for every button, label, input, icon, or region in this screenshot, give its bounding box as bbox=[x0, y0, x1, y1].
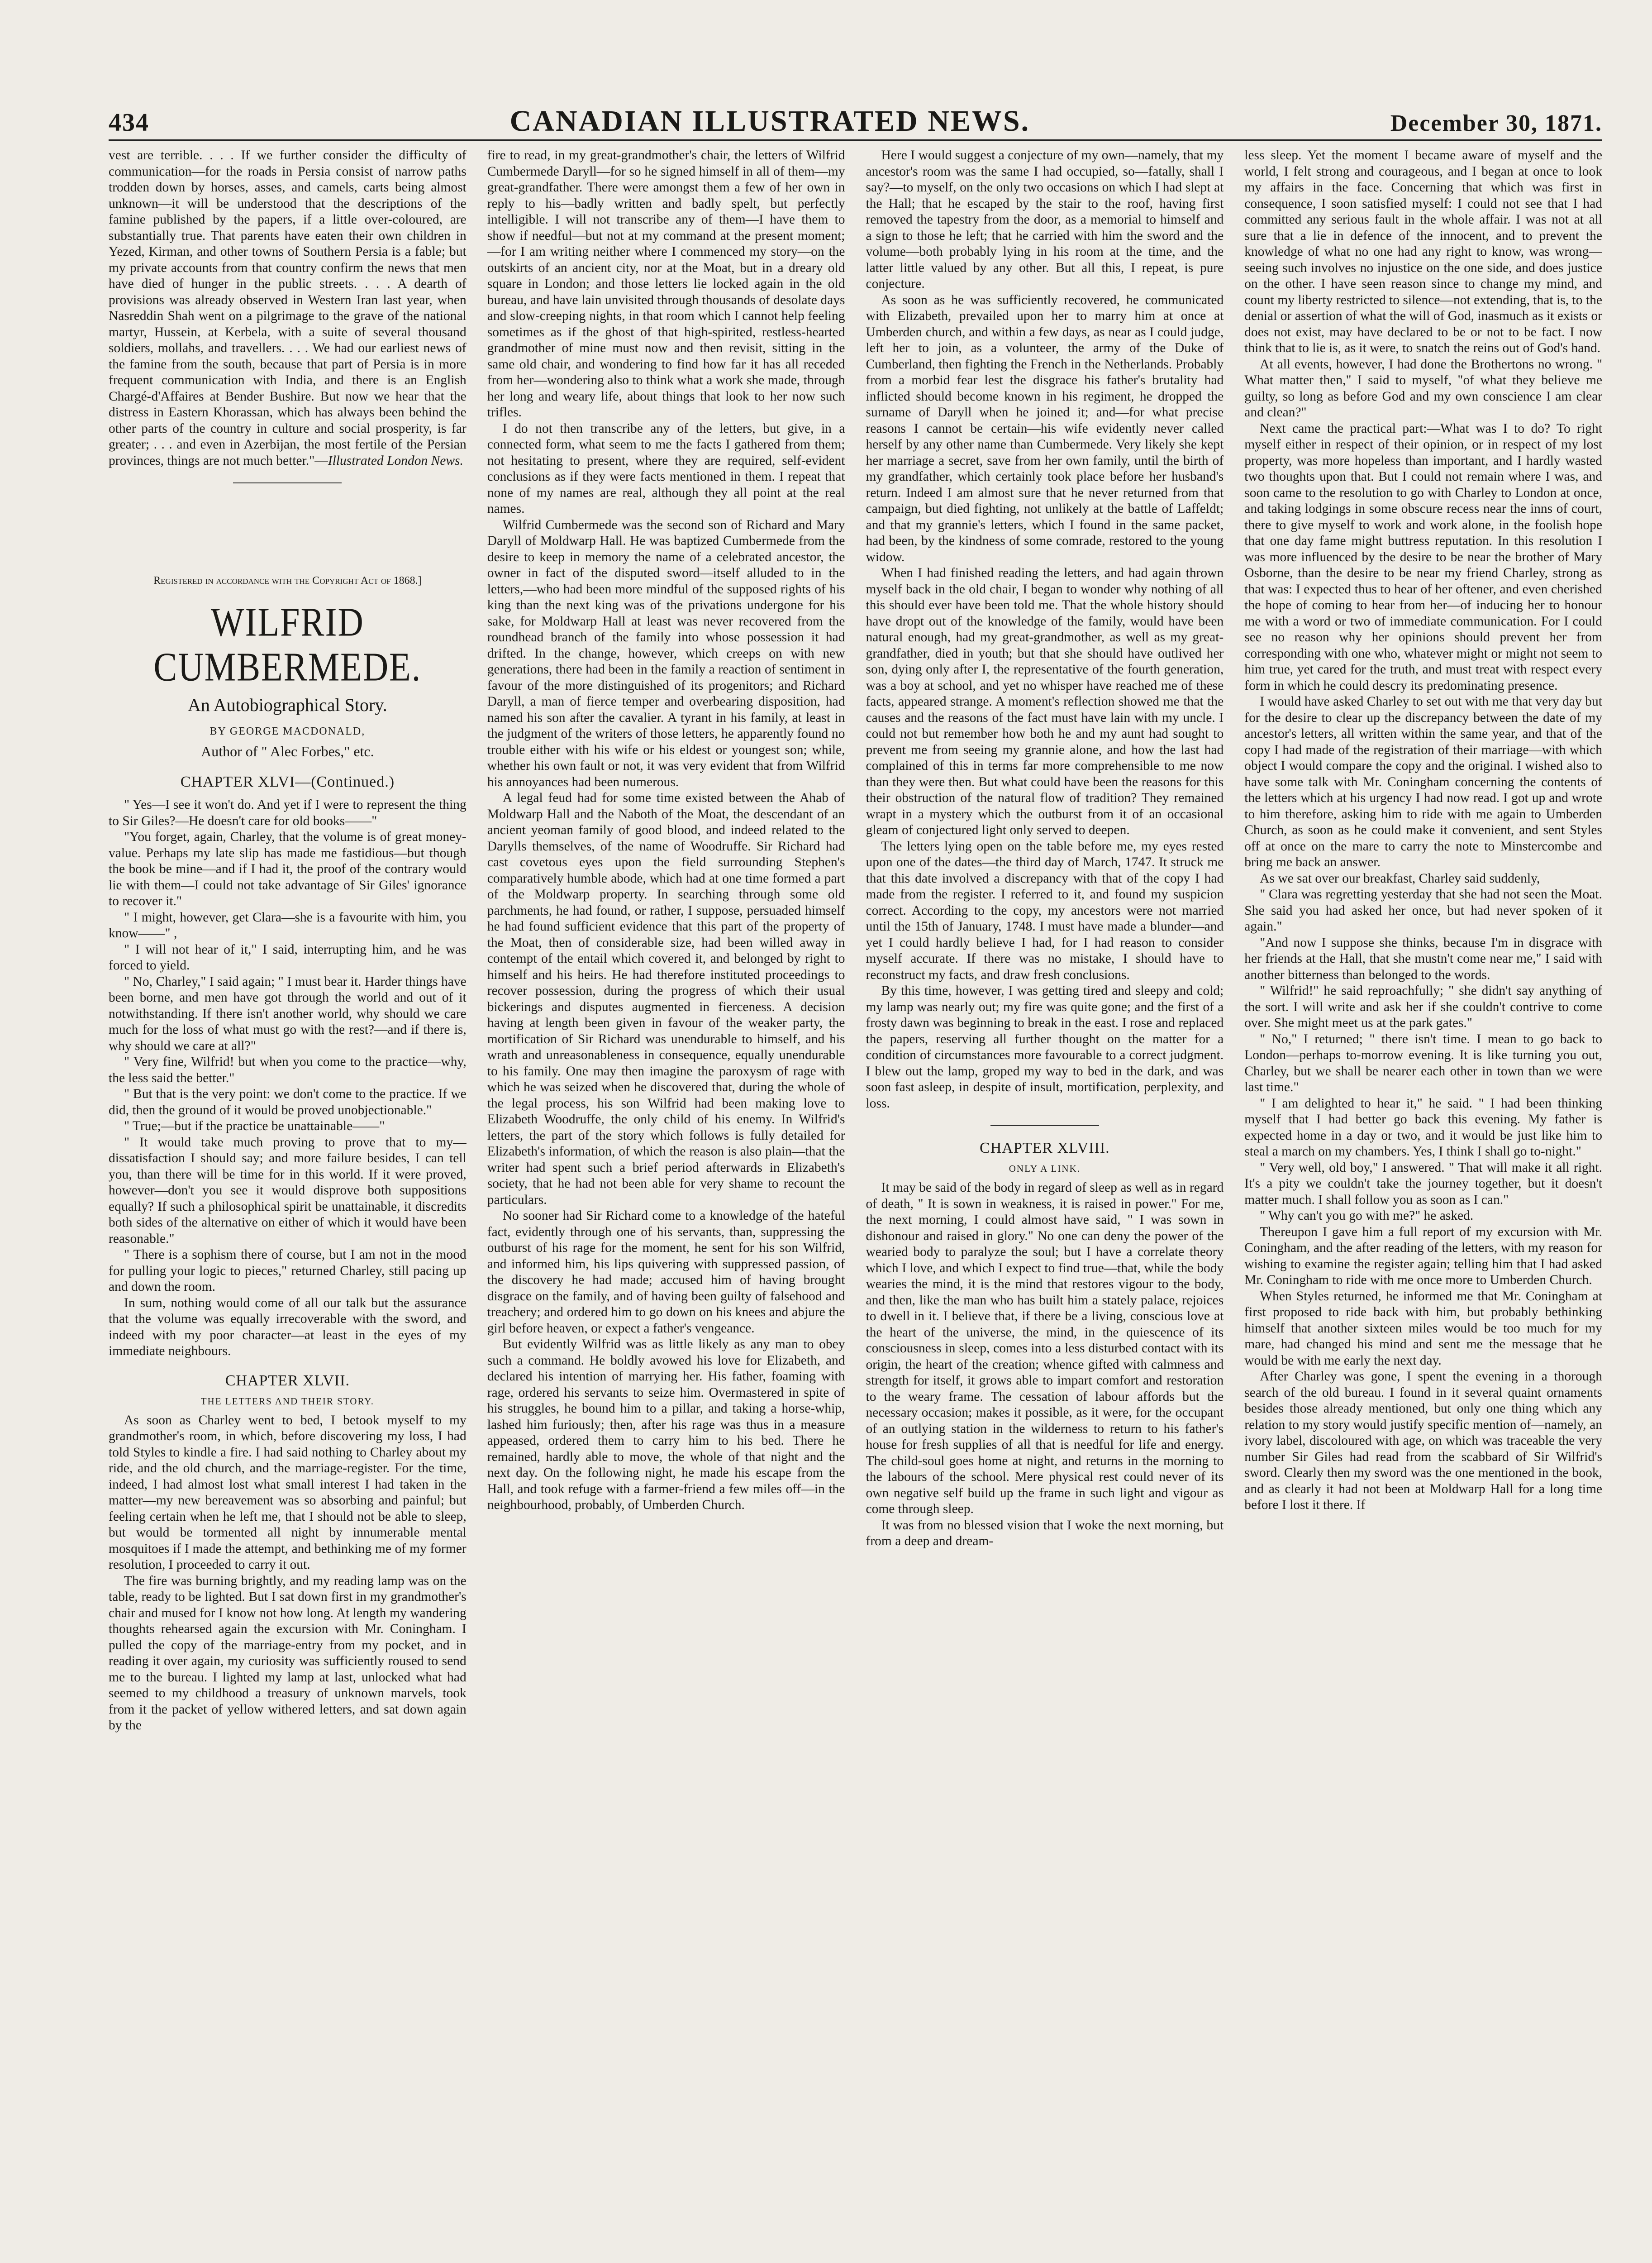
paragraph: " Wilfrid!" he said reproachfully; " she didn't say anything of the sort. I will write and ask her if she couldn't contrive to come over. She might meet us at the park gates." bbox=[1244, 983, 1602, 1030]
chapter-heading: CHAPTER XLVII. bbox=[225, 1372, 350, 1389]
excerpt-text: vest are terrible. . . . If we further consider the difficulty of communication—for the roads in Persia consist of narrow paths trodden down by horses, asses, and camels, carts being almost unknown—it will be understood that the descriptions of the famine published by the papers, if a little over-coloured, are substantially true. That parents have eaten their own children in Yezed, Kirman, and other towns of Southern Persia is a fable; but my private accounts from that country confirm the news that men have died of hunger in the public streets. . . . A dearth of provisions was already observed in Western Iran last year, when Nasreddin Shah went on a pilgrimage to the grave of the national martyr, Hussein, at Kerbela, with a suite of several thousand soldiers, mollahs, and travellers. . . . We had our earliest news of the famine from the south, because that part of Persia is in more frequent communication with India, and there is an English Chargé-d'Affaires at Bender Bushire. But now we hear that the distress in Eastern Khorassan, which has always been behind the other parts of the country in culture and social prosperity, is far greater; . . . and even in Azerbijan, the most fertile of the Persian provinces, things are not much better."— bbox=[109, 148, 467, 468]
paragraph: " No," I returned; " there isn't time. I mean to go back to London—perhaps to-morrow evening. It is like turning you out, Charley, but we shall be nearer each other in town than we were last time." bbox=[1244, 1031, 1602, 1094]
paragraph: " But that is the very point: we don't come to the practice. If we did, then the ground of it would be proved unobjectionable." bbox=[109, 1087, 467, 1117]
column-1 bbox=[109, 148, 467, 2263]
paragraph: I do not then transcribe any of the letters, but give, in a connected form, what seem to me the facts I gathered from them; not hesitating to present, where they are required, self-evident conclusions as if they were facts mentioned in them. I repeat that none of my names are real, although they all point at the real names. bbox=[487, 421, 845, 516]
chapter-46-body bbox=[109, 797, 467, 1360]
article-columns bbox=[109, 148, 1602, 2263]
paragraph: "And now I suppose she thinks, because I'm in disgrace with her friends at the Hall, that she mustn't come near me," I said with another bitterness than belonged to the words. bbox=[1244, 935, 1602, 982]
paragraph: Next came the practical part:—What was I to do? To right myself either in respect of their opinion, or in respect of my lost property, was more hopeless than important, and I hardly wasted two thoughts upon that. But I could not remain where I was, and soon came to the resolution to go with Charley to London at once, and taking lodgings in some obscure recess near the inns of court, there to give myself to work and work alone, in the foolish hope that one day fame might buttress reputation. In this resolution I was more influenced by the desire to be near the brother of Mary Osborne, than the desire to be near my friend Charley, strong as that was: I expected thus to hear of her oftener, and even cherished the hope of coming to hear from her—of inducing her to honour me with a word or two of immediate communication. For I could see no reason why her opinions should prevent her from corresponding with one who, whatever might or might not seem to him true, yet cared for the truth, and must treat with respect every form in which he could descry its predominating presence. bbox=[1244, 421, 1602, 693]
chapter-title: ONLY A LINK. bbox=[1009, 1163, 1081, 1174]
masthead bbox=[109, 104, 1602, 136]
story-title: WILFRID CUMBERMEDE. bbox=[153, 599, 422, 689]
paragraph: fire to read, in my great-grandmother's chair, the letters of Wilfrid Cumbermede Daryll—for so he signed himself in all of them—my great-grandfather. There were amongst them a few of her own in reply to his—badly written and badly spelt, but perfectly intelligible. I will not transcribe any of them—I have them to show if needful—but not at my command at the present moment;—for I am writing neither where I commenced my story—on the outskirts of an ancient city, nor at the Moat, but in a dreary old square in London; and those letters lie locked again in the old bureau, and have lain unvisited through thousands of desolate days and slow-creeping nights, in that room which I cannot help feeling sometimes as if the ghost of that high-spirited, restless-hearted grandmother of mine must now and then revisit, sitting in the same old chair, and wondering to find how far it has all receded from her—wondering also to think what a work she made, through her long and weary life, about things that look to her now such trifles. bbox=[487, 148, 845, 420]
story-subtitle: An Autobiographical Story. bbox=[188, 695, 387, 715]
paragraph: " Very well, old boy," I answered. " That will make it all right. It's a pity we couldn't take the journey together, but it doesn't matter much. I shall follow you as soon as I can." bbox=[1244, 1160, 1602, 1207]
paragraph: Here I would suggest a conjecture of my own—namely, that my ancestor's room was the same I had occupied, so—fatally, shall I say?—to myself, on the only two occasions on which I had slept at the Hall; that he escaped by the stair to the roof, having first removed the tapestry from the door, as a memorial to himself and a sign to those he left; that he carried with him the sword and the volume—both probably lying in his room at the time, and the latter little valued by any other. But all this, I repeat, is pure conjecture. bbox=[866, 148, 1224, 291]
paragraph: A legal feud had for some time existed between the Ahab of Moldwarp Hall and the Naboth of the Moat, the descendant of an ancient yeoman family of good blood, and indeed related to the Darylls themselves, of the name of Woodruffe. Sir Richard had cast covetous eyes upon the field surrounding Stephen's comparatively humble abode, which had at one time formed a part of the Moldwarp property. In searching through some old parchments, he had found, or rather, I suppose, persuaded himself he had found sufficient evidence that this part of the property of the Moat, then of considerable size, had been willed away in contempt of the entail which covered it, and belonged by right to himself and his heirs. He had therefore instituted proceedings to recover possession, during the progress of which their usual bickerings and disputes augmented in fierceness. A decision having at length been given in favour of the weaker party, the mortification of Sir Richard was unendurable to himself, and his wrath and unreasonableness in consequence, equally unendurable to his family. One may then imagine the paroxysm of rage with which he was seized when he discovered that, during the whole of the legal process, his son Wilfrid had been making love to Elizabeth Woodruffe, the only child of his enemy. In Wilfrid's letters, the part of the story which follows is fully detailed for Elizabeth's information, of which the reason is also plain—that the writer had spent such a brief period afterwards in Elizabeth's society, that he had not been able for very shame to recount the particulars. bbox=[487, 791, 845, 1207]
copyright-notice: Registered in accordance with the Copyright Act of 1868.] bbox=[153, 575, 422, 587]
paragraph: " True;—but if the practice be unattainable——" bbox=[124, 1119, 385, 1133]
paragraph: Wilfrid Cumbermede was the second son of Richard and Mary Daryll of Moldwarp Hall. He was baptized Cumbermede from the desire to keep in memory the name of a celebrated ancestor, the owner in fact of the disputed sword—itself alluded to in the letters,—who had been more mindful of the supposed rights of his king than the next king was of the privations undergone for his sake, for Moldwarp Hall at least was never recovered from the roundhead branch of the family into whose possession it had drifted. In the change, however, which creeps on with new generations, there had been in the family a reaction of sentiment in favour of the more distinguished of its progenitors; and Richard Daryll, a man of fierce temper and overbearing disposition, had named his son after the cavalier. A tyrant in his family, at least in the judgment of the writers of those letters, he apparently found no trouble either with his wife or his eldest or youngest son; while, whether his own fault or not, it was very evident that from Wilfrid his annoyances had been numerous. bbox=[487, 517, 845, 789]
header-rule bbox=[109, 139, 1602, 141]
paragraph: "You forget, again, Charley, that the volume is of great money-value. Perhaps my late slip has made me fastidious—but though the book be mine—and if I had it, the proof of the contrary would lie with them—I could not take advantage of Sir Giles' ignorance to recover it." bbox=[109, 830, 467, 908]
paragraph: After Charley was gone, I spent the evening in a thorough search of the old bureau. I found in it several quaint ornaments besides those already mentioned, but only one thing which any relation to my story would justify specific mention of—namely, an ivory label, discoloured with age, on which was traceable the very number Sir Giles had read from the scabbard of Sir Wilfrid's sword. Clearly then my sword was the one mentioned in the book, and as clearly it had not been at Moldwarp Hall for a long time before I lost it there. If bbox=[1244, 1369, 1602, 1512]
paragraph: I would have asked Charley to set out with me that very day but for the desire to clear up the discrepancy between the date of my ancestor's letters, all written within the same year, and that of the copy I had made of the registration of their marriage—with which object I would compare the copy and the original. I wished also to have some talk with Mr. Coningham concerning the contents of the letters which at his urgency I had now read. I got up and wrote to him therefore, asking him to ride with me again to Umberden Church, as soon as he could make it convenient, and sent Styles off at once on the mare to carry the note to Minstercombe and bring me back an answer. bbox=[1244, 694, 1602, 869]
paragraph: When I had finished reading the letters, and had again thrown myself back in the old chair, I began to wonder why nothing of all this should ever have been told me. That the whole history should have dropt out of the knowledge of the family, would have been natural enough, had my great-grandmother, as well as my great-grandfather, died in youth; but that she should have outlived her son, dying only after I, the representative of the fourth generation, was a boy at school, and yet no whisper have reached me of these facts, appeared strange. A moment's reflection showed me that the causes and the reasons of the fact must have lain with my uncle. I could not but remember how both he and my aunt had sought to prevent me from seeing my grannie alone, and how the last had complained of this in terms far more comprehensible to me now than they were then. But what could have been the reasons for this their obstruction of the natural flow of tradition? They remained wrapt in a mystery which the outburst from it of an occasional gleam of conjectured light only served to deepen. bbox=[866, 566, 1224, 837]
paragraph: But evidently Wilfrid was as little likely as any man to obey such a command. He boldly avowed his love for Elizabeth, and declared his intention of marrying her. His father, foaming with rage, ordered his servants to seize him. Overmastered in spite of his struggles, he bound him to a pillar, and taking a horse-whip, lashed him furiously; then, after his rage was thus in a measure appeased, ordered them to carry him to his bed. There he remained, hardly able to move, the whole of that night and the next day. On the following night, he made his escape from the Hall, and took refuge with a farmer-friend a few miles off—in the neighbourhood, probably, of Umberden Church. bbox=[487, 1337, 845, 1512]
paragraph: It was from no blessed vision that I woke the next morning, but from a deep and dream- bbox=[866, 1518, 1224, 1548]
paragraph: " No, Charley," I said again; " I must bear it. Harder things have been borne, and men have got through the world and out of it notwithstanding. If there isn't another world, why should we care much for the loss of what must go with the rest?—and if there is, why should we care at all?" bbox=[109, 974, 467, 1053]
paragraph: " Why can't you go with me?" he asked. bbox=[1260, 1208, 1474, 1223]
paragraph: " I will not hear of it," I said, interrupting him, and he was forced to yield. bbox=[109, 942, 467, 973]
paragraph: " It would take much proving to prove that to my—dissatisfaction I should say; and more failure besides, I can tell you, than there will be time for in this world. If it were proved, however—don't you see it would disprove both suppositions equally? If such a philosophical spirit be unattainable, it discredits both sides of the alternative on either of which it would have been reasonable." bbox=[109, 1135, 467, 1246]
column-2 bbox=[487, 148, 845, 2263]
page-number: 434 bbox=[109, 109, 149, 137]
paragraph: The fire was burning brightly, and my reading lamp was on the table, ready to be lighted. But I sat down first in my grandmother's chair and mused for I know not how long. At length my wandering thoughts rehearsed again the excursion with Mr. Coningham. I pulled the copy of the marriage-entry from my pocket, and in reading it over again, my curiosity was sufficiently roused to send me to the bureau. I lighted my lamp at last, unlocked what had seemed to my childhood a treasury of unknown marvels, took from it the packet of yellow withered letters, and sat down again by the bbox=[109, 1573, 467, 1733]
paragraph: " I am delighted to hear it," he said. " I had been thinking myself that I had better go back this evening. My father is expected home in a day or two, and it would be just like him to steal a march on my chambers. Yes, I think I shall go to-night." bbox=[1244, 1096, 1602, 1159]
section-rule bbox=[990, 1125, 1099, 1126]
paragraph: " Very fine, Wilfrid! but when you come to the practice—why, the less said the better." bbox=[109, 1055, 467, 1085]
chapter-heading: CHAPTER XLVIII. bbox=[980, 1140, 1110, 1156]
paragraph: By this time, however, I was getting tired and sleepy and cold; my lamp was nearly out; my fire was quite gone; and the first of a frosty dawn was beginning to break in the east. I rose and replaced the papers, reserving all further thought on the matter for a condition of circumstances more favourable to a correct judgment. I blew out the lamp, groped my way to bed in the dark, and was soon fast asleep, in despite of insult, mortification, perplexity, and loss. bbox=[866, 983, 1224, 1111]
paragraph: less sleep. Yet the moment I became aware of myself and the world, I felt strong and courageous, and I began at once to look my affairs in the face. Concerning that which was first in consequence, I soon satisfied myself: I could not see that I had committed any serious fault in the whole affair. I was not at all sure that a lie in defence of the innocent, and to prevent the knowledge of what no one had any right to know, was wrong—seeing such involves no injustice on the one side, and does justice on the other. I have seen reason since to change my mind, and count my liberty restricted to silence—not extending, that is, to the denial or assertion of what the will of God, inasmuch as it exists or does not exist, may have declared to be or not to be fact. I now think that to lie is, as it were, to snatch the reins out of God's hand. bbox=[1244, 148, 1602, 355]
publication-title: CANADIAN ILLUSTRATED NEWS. bbox=[509, 105, 1030, 138]
chapter-heading: CHAPTER XLVI—(Continued.) bbox=[180, 773, 395, 790]
chapter-title: THE LETTERS AND THEIR STORY. bbox=[200, 1395, 375, 1407]
excerpt-source: Illustrated London News. bbox=[328, 453, 463, 468]
paragraph: At all events, however, I had done the Brothertons no wrong. " What matter then," I said to myself, "of what they believe me guilty, so long as before God and my own conscience I am clear and clean?" bbox=[1244, 357, 1602, 420]
paragraph: Thereupon I gave him a full report of my excursion with Mr. Coningham, and the after reading of the letters, with my reason for wishing to examine the register again; telling him that I had asked Mr. Coningham to ride with me once more to Umberden Church. bbox=[1244, 1224, 1602, 1287]
column-4 bbox=[1244, 148, 1602, 2263]
paragraph: It may be said of the body in regard of sleep as well as in regard of death, " It is sown in weakness, it is raised in power." For me, the next morning, I could almost have said, " I was sown in dishonour and raised in glory." No one can deny the power of the wearied body to paralyze the soul; but I have a correlate theory which I love, and which I expect to find true—that, while the body wearies the mind, it is the mind that restores vigour to the body, and then, like the man who has built him a stately palace, rejoices to dwell in it. I believe that, if there be a living, conscious love at the heart of the universe, the mind, in the quiescence of its consciousness in sleep, comes into a less disturbed contact with its origin, the heart of the creation; whence gifted with calmness and strength for itself, it grows able to impart comfort and restoration to the weary frame. The cessation of labour affords but the necessary occasion; makes it possible, as it were, for the occupant of an outlying station in the wilderness to return to his father's house for fresh supplies of all that is needful for life and energy. The child-soul goes home at night, and returns in the morning to the labours of the school. Mere physical rest could never of its own negative self build up the frame in such light and vigour as come through sleep. bbox=[866, 1180, 1224, 1516]
paragraph: As soon as Charley went to bed, I betook myself to my grandmother's room, in which, before discovering my loss, I had told Styles to kindle a fire. I had said nothing to Charley about my ride, and the old church, and the marriage-register. For the time, indeed, I had almost lost what small interest I had taken in the matter—my new bereavement was so absorbing and painful; but feeling certain when he left me, that I should not be able to sleep, but would be tormented all night by innumerable mental mosquitoes if I made the attempt, and bethinking me of my former resolution, I proceeded to carry it out. bbox=[109, 1413, 467, 1572]
paragraph: When Styles returned, he informed me that Mr. Coningham at first proposed to ride back with him, but probably bethinking himself that another sixteen miles would be too much for my mare, had changed his mind and sent me the message that he would be with me early the next day. bbox=[1244, 1289, 1602, 1368]
paragraph: " Clara was regretting yesterday that she had not seen the Moat. She said you had asked her once, but had never spoken of it again." bbox=[1244, 887, 1602, 934]
paragraph: The letters lying open on the table before me, my eyes rested upon one of the dates—the third day of March, 1747. It struck me that this date involved a discrepancy with that of the copy I had made from the register. I referred to it, and found my suspicion correct. According to the copy, my ancestors were not married until the 15th of January, 1748. I must have made a blunder—and yet I could hardly believe I had, for I had reason to consider myself accurate. If there was no mistake, I should have to reconstruct my facts, and draw fresh conclusions. bbox=[866, 839, 1224, 982]
column-3 bbox=[866, 148, 1224, 2263]
section-rule bbox=[233, 482, 342, 483]
paragraph: No sooner had Sir Richard come to a knowledge of the hateful fact, evidently through one of his servants, than, suppressing the outburst of his rage for the moment, he sent for his son Wilfrid, and informed him, his lips quivering with suppressed passion, of the discovery he had made; accused him of having brought disgrace on the family, and of having been guilty of falsehood and treachery; and ordered him to go down on his knees and abjure the girl before heaven, or expect a father's vengeance. bbox=[487, 1208, 845, 1336]
paragraph: " There is a sophism there of course, but I am not in the mood for pulling your logic to pieces," returned Charley, still pacing up and down the room. bbox=[109, 1247, 467, 1294]
paragraph: In sum, nothing would come of all our talk but the assurance that the volume was equally irrecoverable with the sword, and indeed with my poor character—at least in the eyes of my immediate neighbours. bbox=[109, 1295, 467, 1358]
author-note: Author of " Alec Forbes," etc. bbox=[201, 743, 374, 759]
paragraph: As soon as he was sufficiently recovered, he communicated with Elizabeth, prevailed upon her to marry him at once at Umberden church, and within a few days, as near as I could judge, left her to join, as a volunteer, the army of the Duke of Cumberland, then fighting the French in the Netherlands. Probably from a morbid fear lest the disgrace his father's brutality had inflicted should become known in his regiment, he dropped the surname of Daryll when he joined it; and—for what precise reasons I cannot be certain—his wife evidently never called herself by any other name than Cumbermede. Very likely she kept her marriage a secret, save from her own family, until the birth of my grandfather, which certainly took place before her husband's return. Indeed I am almost sure that he never returned from that campaign, but died fighting, not unlikely at the battle of Laffeldt; and that my grannie's letters, which I found in the same packet, had been, by the kindness of some comrade, restored to the young widow. bbox=[866, 292, 1224, 564]
paragraph: " Yes—I see it won't do. And yet if I were to represent the thing to Sir Giles?—He doesn't care for old books——" bbox=[109, 797, 467, 828]
byline: BY GEORGE MACDONALD, bbox=[209, 726, 366, 737]
persia-famine-excerpt bbox=[109, 148, 467, 469]
issue-date: December 30, 1871. bbox=[1390, 110, 1602, 136]
paragraph: As we sat over our breakfast, Charley said suddenly, bbox=[1260, 871, 1540, 886]
paragraph: " I might, however, get Clara—she is a favourite with him, you know——" , bbox=[109, 910, 467, 941]
